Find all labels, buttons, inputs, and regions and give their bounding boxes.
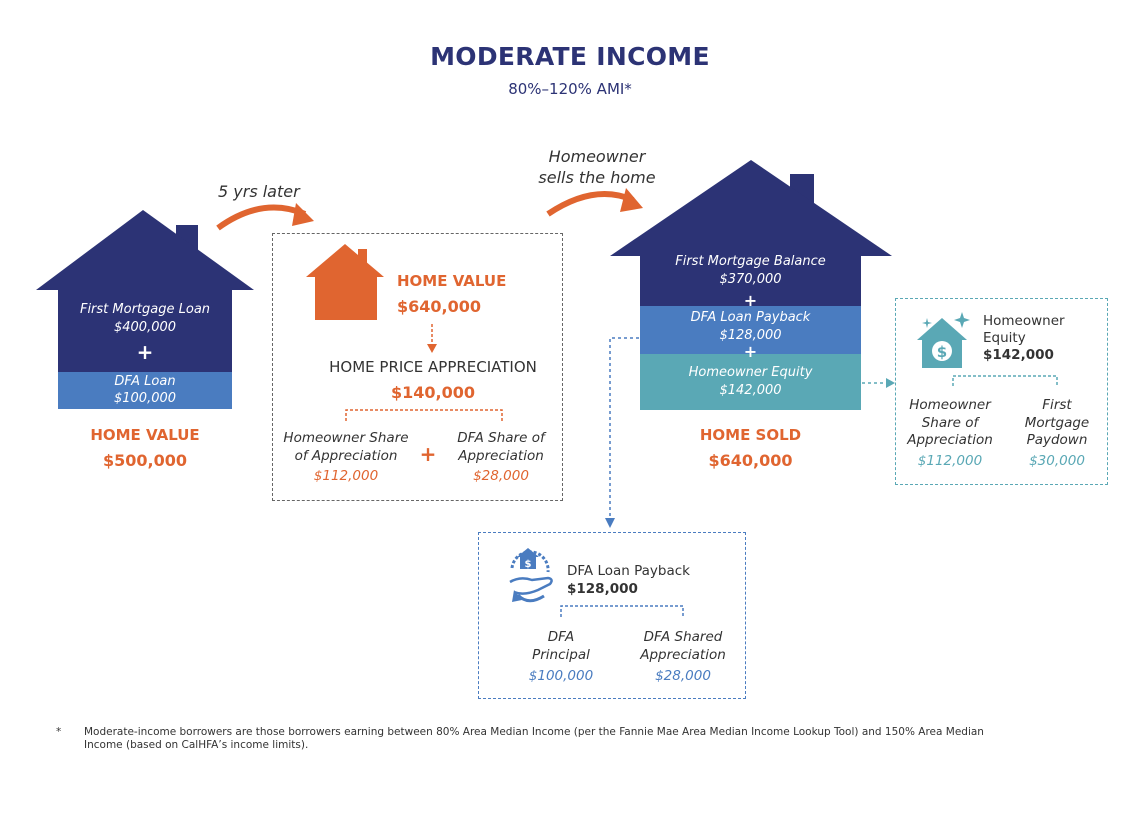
payback-shared (626, 628, 740, 685)
equity-share-line3: Appreciation (907, 432, 993, 448)
payback-shared-line1: DFA Shared (643, 629, 723, 645)
plus-icon: + (419, 442, 437, 466)
appreciation-label: HOME PRICE APPRECIATION (329, 358, 537, 376)
equity-value: $142,000 (983, 347, 1054, 363)
equity-paydown-value: $30,000 (1029, 452, 1085, 469)
equity-share-line2: Share of (921, 414, 979, 431)
house-2-dfa-label: DFA Loan Payback (690, 310, 811, 325)
middle-home-value: $640,000 (397, 297, 482, 316)
payback-principal-line2: Principal (532, 647, 590, 663)
equity-paydown-line3: Paydown (1026, 432, 1088, 448)
dfa-share-line2: Appreciation (458, 448, 544, 464)
equity-paydown-line2: Mortgage (1024, 414, 1090, 431)
equity-title-line1: Homeowner (983, 313, 1065, 329)
equity-title-line2: Equity (983, 330, 1026, 346)
house-2-mortgage-value: $370,000 (719, 272, 782, 287)
plus-icon: + (743, 342, 758, 361)
middle-home-value-label: HOME VALUE (397, 272, 507, 290)
payback-title-label: DFA Loan Payback (567, 563, 690, 579)
homeowner-share-value: $112,000 (313, 468, 379, 484)
house-2-equity-value: $142,000 (719, 383, 782, 398)
house-2-caption-label: HOME SOLD (699, 426, 802, 444)
svg-text:$: $ (524, 559, 532, 570)
house-1-caption-label: HOME VALUE (90, 426, 200, 444)
house-1-mortgage-label: First Mortgage Loan (79, 302, 211, 317)
svg-text:$: $ (936, 343, 948, 361)
equity-share-value: $112,000 (917, 452, 983, 469)
equity-paydown-line1: First (1042, 397, 1072, 413)
dfa-share (438, 429, 564, 485)
page-title: MODERATE INCOME (430, 42, 710, 71)
equity-share-line1: Homeowner (909, 397, 991, 413)
homeowner-share-line2: of Appreciation (294, 448, 398, 464)
payback-shared-value: $28,000 (655, 668, 711, 684)
curved-arrow-icon (548, 194, 633, 214)
curved-arrow-icon (218, 208, 305, 228)
payback-principal (516, 628, 606, 685)
footnote (84, 726, 1094, 752)
footnote-line1: Moderate-income borrowers are those borrowers earning between 80% Area Median Income (per the Fannie Mae Area Median Income Lookup Tool) and 150% Area Median (84, 726, 984, 738)
payback-title (567, 562, 690, 598)
dfa-share-value: $28,000 (473, 468, 529, 484)
footnote-marker: * (56, 726, 62, 738)
house-1-dfa-value: $100,000 (113, 391, 177, 406)
house-1-dfa-label: DFA Loan (114, 374, 176, 389)
equity-paydown (1010, 397, 1104, 470)
footnote-line2: Income (based on CalHFA’s income limits). (84, 739, 309, 751)
page-subtitle: 80%–120% AMI* (508, 80, 632, 98)
house-2-caption-value: $640,000 (708, 451, 793, 470)
homeowner-share-line1: Homeowner Share (283, 430, 409, 446)
equity-title (983, 313, 1065, 364)
payback-principal-value: $100,000 (528, 668, 594, 684)
house-2-mortgage-label: First Mortgage Balance (675, 254, 826, 269)
arrow-2-label-line1: Homeowner (548, 147, 646, 166)
equity-share (898, 397, 1002, 470)
homeowner-share (272, 429, 420, 485)
dfa-share-line1: DFA Share of (457, 430, 545, 446)
house-1-caption-value: $500,000 (102, 451, 187, 470)
payback-value: $128,000 (567, 581, 638, 597)
payback-principal-line1: DFA (547, 629, 575, 645)
arrow-2-label (527, 146, 667, 188)
arrow-1-label: 5 yrs later (218, 182, 300, 201)
plus-icon: + (743, 291, 758, 310)
house-2-equity-label: Homeowner Equity (688, 365, 813, 380)
appreciation-value: $140,000 (390, 383, 475, 402)
house-1-mortgage-value: $400,000 (113, 320, 177, 335)
payback-shared-line2: Appreciation (640, 647, 726, 663)
arrow-2-label-line2: sells the home (538, 168, 656, 187)
plus-icon: + (136, 340, 154, 364)
house-2-dfa-value: $128,000 (719, 328, 782, 343)
